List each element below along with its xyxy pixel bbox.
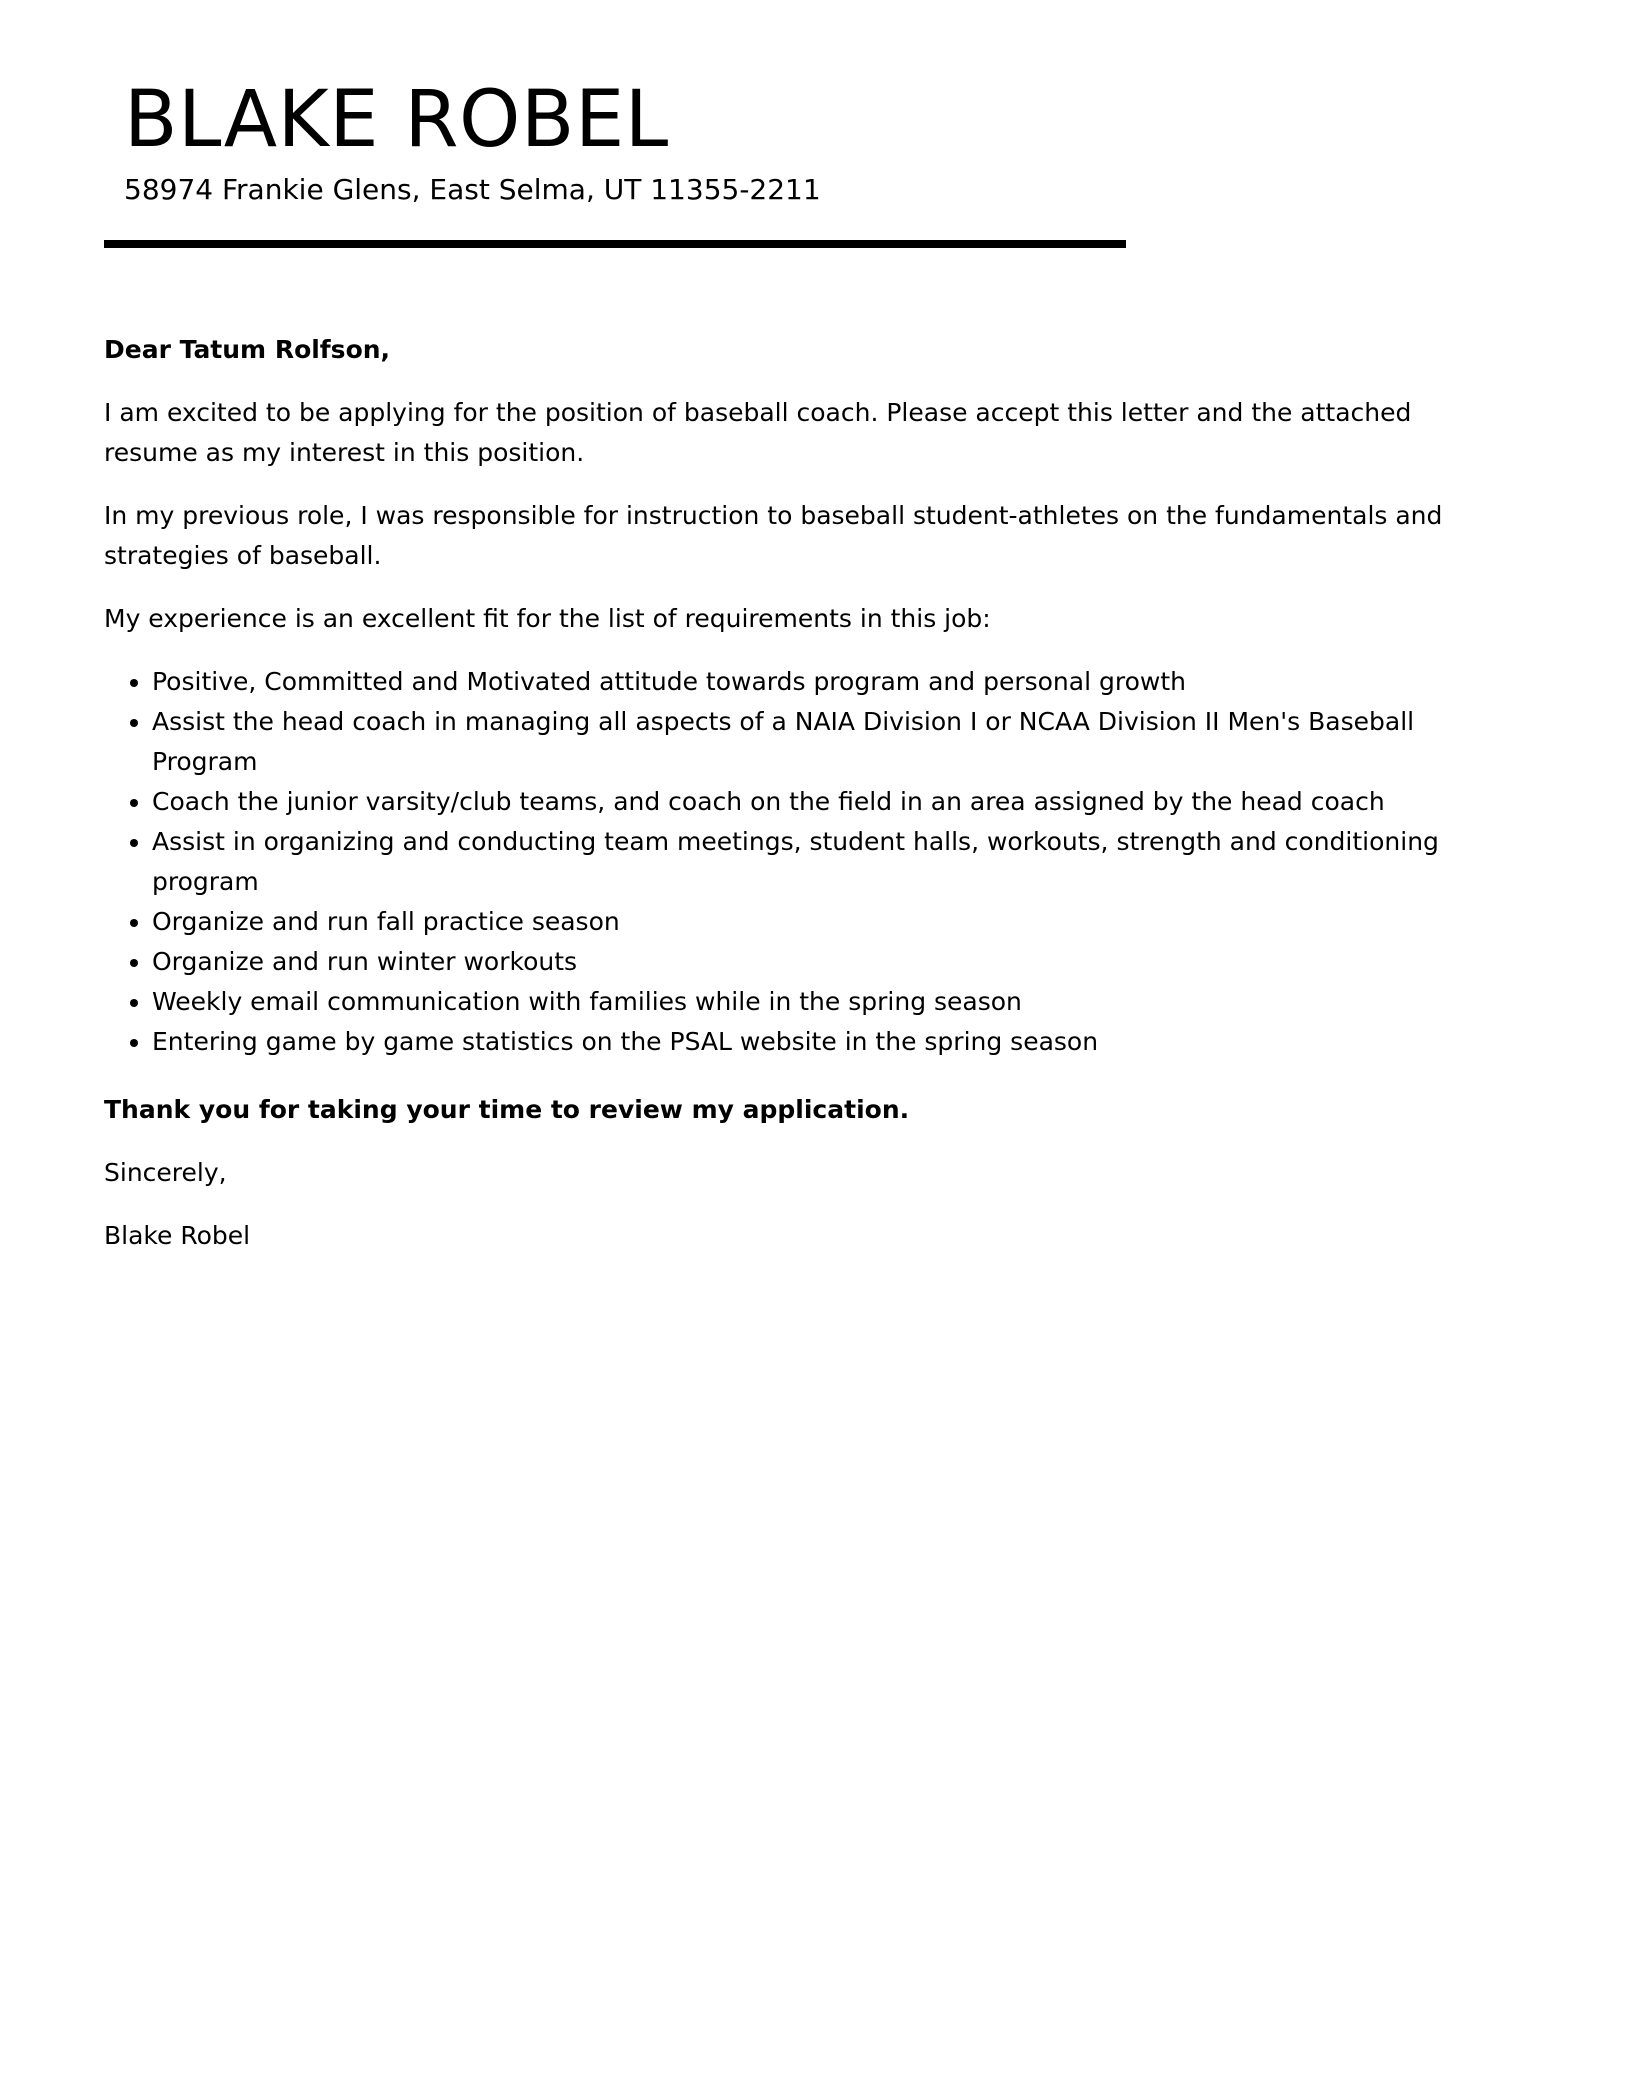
list-item: • Weekly email communication with families while in the spring season	[152, 982, 1504, 1022]
intro-paragraph: I am excited to be applying for the position of baseball coach. Please accept this letter and the attached resume as my interest in this position.	[104, 398, 1412, 467]
requirements-list	[104, 662, 1504, 1062]
requirements-intro: My experience is an excellent fit for the list of requirements in this job:	[104, 604, 991, 633]
signature-name: Blake Robel	[104, 1221, 251, 1250]
applicant-name: BLAKE ROBEL	[124, 75, 669, 165]
salutation: Dear Tatum Rolfson,	[104, 335, 391, 364]
list-item: • Assist the head coach in managing all aspects of a NAIA Division I or NCAA Division II Men's Baseball Program	[152, 702, 1504, 782]
signoff: Sincerely,	[104, 1158, 227, 1187]
letter-body	[104, 330, 1504, 1279]
applicant-address: 58974 Frankie Glens, East Selma, UT 11355-2211	[124, 173, 821, 206]
letter-header	[124, 74, 1124, 208]
list-item: • Assist in organizing and conducting team meetings, student halls, workouts, strength and conditioning program	[152, 822, 1504, 902]
list-item: • Organize and run fall practice season	[152, 902, 1504, 942]
header-divider	[104, 240, 1126, 248]
list-item: • Coach the junior varsity/club teams, and coach on the field in an area assigned by the head coach	[152, 782, 1504, 822]
list-item: • Entering game by game statistics on the PSAL website in the spring season	[152, 1022, 1504, 1062]
list-item: • Organize and run winter workouts	[152, 942, 1504, 982]
experience-paragraph: In my previous role, I was responsible for instruction to baseball student-athletes on the fundamentals and strategies of baseball.	[104, 501, 1443, 570]
closing-line: Thank you for taking your time to review my application.	[104, 1095, 910, 1124]
list-item: • Positive, Committed and Motivated attitude towards program and personal growth	[152, 662, 1504, 702]
